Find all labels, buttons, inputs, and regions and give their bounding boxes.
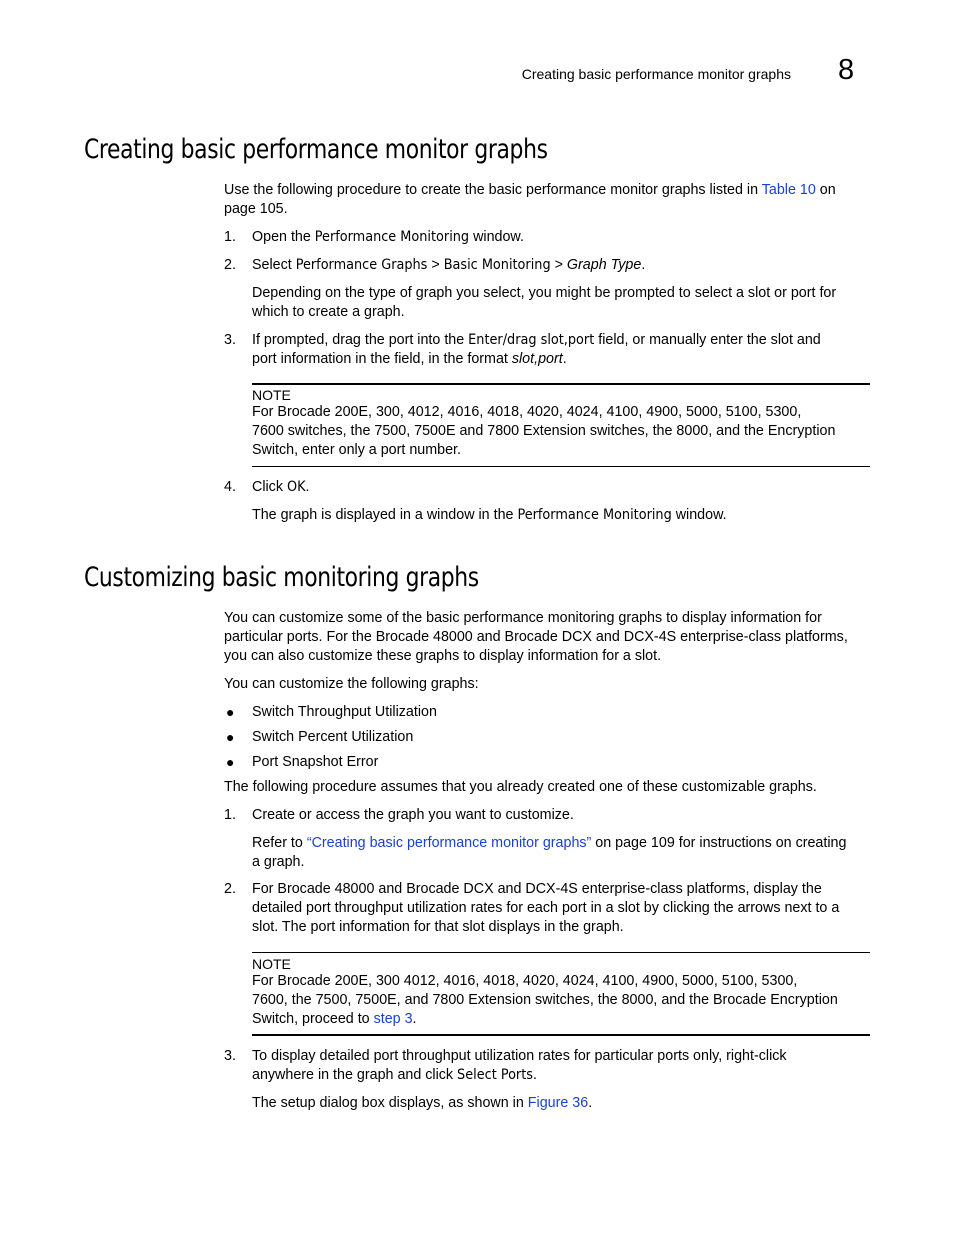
step-1-text: Create or access the graph you want to customize. bbox=[252, 807, 574, 823]
list-item: Switch Throughput Utilization bbox=[252, 704, 437, 720]
note-body: For Brocade 200E, 300, 4012, 4016, 4018, 4020, 4024, 4100, 4900, 5000, 5100, 5300, 7600 switches, the 7500, 7500E and 7800 Extension switches, the 8000, and the Encryption Switch, enter only a port number. bbox=[252, 404, 836, 458]
step-number: 3. bbox=[224, 1048, 236, 1064]
note-top-rule bbox=[252, 952, 870, 953]
step-3-text: To display detailed port throughput utilization rates for particular ports only, right-click anywhere in the graph and click Select Ports. bbox=[252, 1048, 787, 1083]
step-number: 1. bbox=[224, 807, 236, 823]
assumption-text: The following procedure assumes that you already created one of these customizable graphs. bbox=[224, 779, 817, 795]
section-title-creating: Creating basic performance monitor graphs bbox=[84, 134, 548, 165]
step-1-text: Open the Performance Monitoring window. bbox=[252, 229, 524, 245]
note-bottom-rule bbox=[252, 1034, 870, 1036]
step-2-text: Select Performance Graphs > Basic Monitoring > Graph Type. bbox=[252, 257, 646, 273]
step-4-detail: The graph is displayed in a window in the Performance Monitoring window. bbox=[252, 507, 727, 523]
note-title: NOTE bbox=[252, 387, 291, 403]
step-number: 2. bbox=[224, 257, 236, 273]
step-number: 1. bbox=[224, 229, 236, 245]
step-3-detail: The setup dialog box displays, as shown in Figure 36. bbox=[252, 1095, 593, 1111]
step-3-text: If prompted, drag the port into the Enter/drag slot,port field, or manually enter the slot and port information in the field, in the format slot,port. bbox=[252, 332, 821, 367]
section2-intro: You can customize some of the basic performance monitoring graphs to display information for particular ports. For the Brocade 48000 and Brocade DCX and DCX-4S enterprise-class platforms, you can also customize these graphs to display information for a slot. bbox=[224, 610, 848, 664]
chapter-number: 8 bbox=[838, 54, 855, 86]
note-bottom-rule bbox=[252, 466, 870, 467]
note-top-rule bbox=[252, 383, 870, 385]
step-2-detail: Depending on the type of graph you select, you might be prompted to select a slot or port for which to create a graph. bbox=[252, 285, 837, 320]
running-header-title: Creating basic performance monitor graphs bbox=[521, 66, 791, 82]
bullet-dot: ● bbox=[226, 729, 235, 745]
note-title: NOTE bbox=[252, 956, 291, 972]
list-intro: You can customize the following graphs: bbox=[224, 676, 479, 692]
creating-graphs-link[interactable]: “Creating basic performance monitor graphs” bbox=[306, 835, 592, 851]
step-4-text: Click OK. bbox=[252, 479, 310, 495]
table-10-link[interactable]: Table 10 bbox=[761, 182, 816, 198]
bullet-dot: ● bbox=[226, 704, 235, 720]
list-item: Switch Percent Utilization bbox=[252, 729, 414, 745]
bullet-dot: ● bbox=[226, 754, 235, 770]
list-item: Port Snapshot Error bbox=[252, 754, 379, 770]
step-3-link[interactable]: step 3 bbox=[373, 1011, 413, 1027]
figure-36-link[interactable]: Figure 36 bbox=[527, 1095, 589, 1111]
section-title-customizing: Customizing basic monitoring graphs bbox=[84, 562, 479, 593]
step-2-text: For Brocade 48000 and Brocade DCX and DCX-4S enterprise-class platforms, display the detailed port throughput utilization rates for each port in a slot by clicking the arrows next to a slot. The port information for that slot displays in the graph. bbox=[252, 881, 840, 935]
step-number: 2. bbox=[224, 881, 236, 897]
step-number: 3. bbox=[224, 332, 236, 348]
section1-intro: Use the following procedure to create the basic performance monitor graphs listed in Table 10 on page 105. bbox=[224, 182, 836, 217]
note-body: For Brocade 200E, 300 4012, 4016, 4018, 4020, 4024, 4100, 4900, 5000, 5100, 5300, 7600, the 7500, 7500E, and 7800 Extension switches, the 8000, and the Brocade Encryption Switch, proceed to step 3. bbox=[252, 973, 838, 1027]
step-number: 4. bbox=[224, 479, 236, 495]
step-1-detail: Refer to “Creating basic performance monitor graphs” on page 109 for instructions on creating a graph. bbox=[252, 835, 847, 870]
